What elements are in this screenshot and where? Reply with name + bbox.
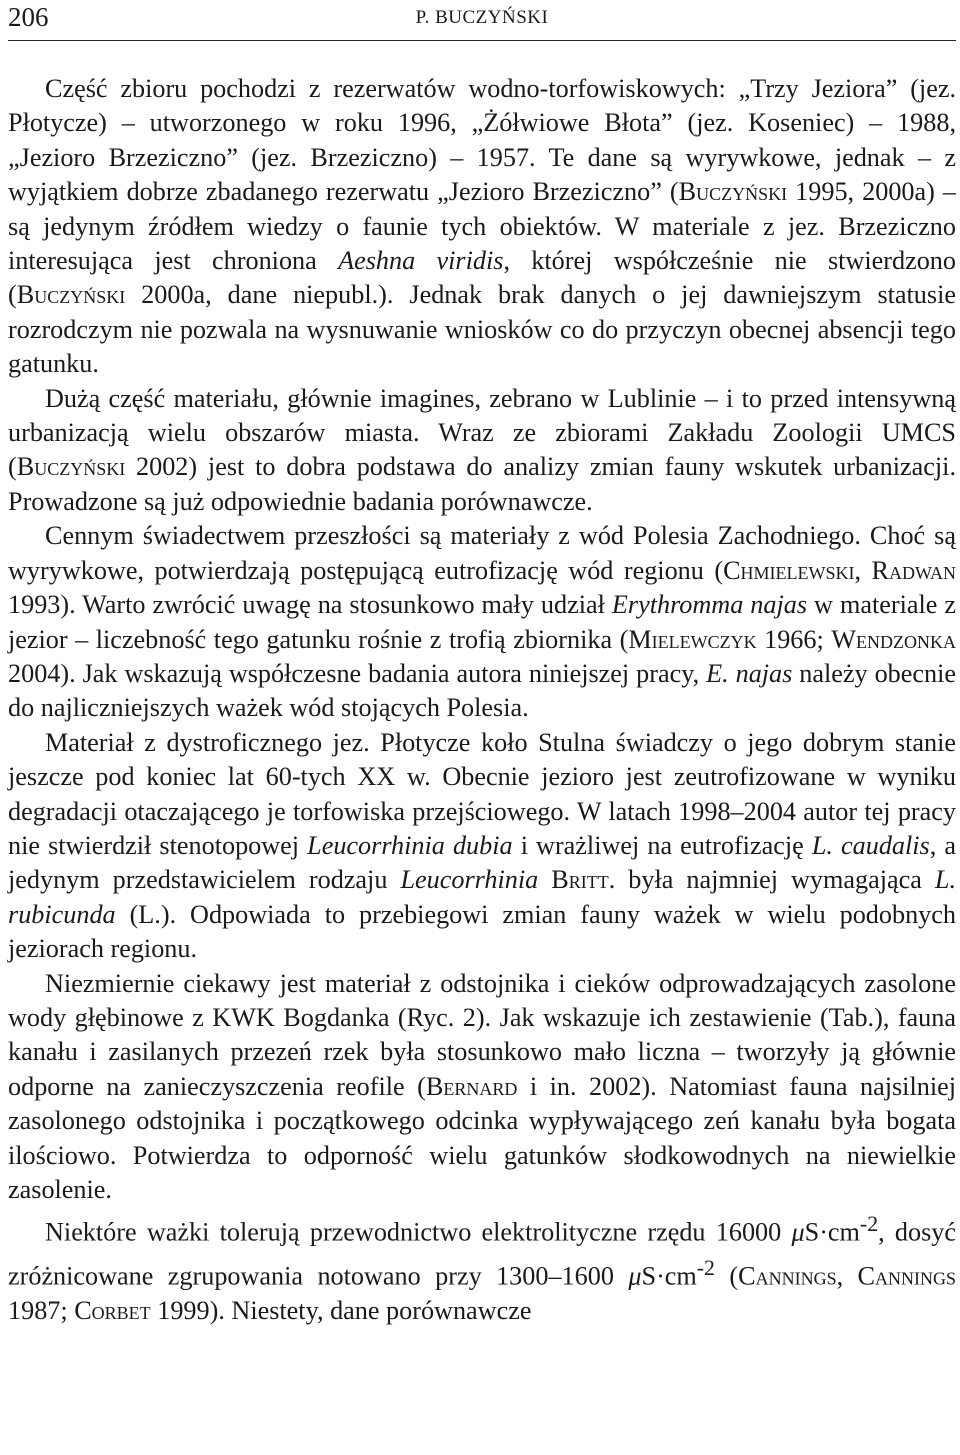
text-run: , a jedynym przedstawicielem rodzaju (8, 830, 956, 895)
paragraph (8, 967, 956, 1208)
text-run: ( (714, 1261, 739, 1291)
text-run: 2004). Jak wskazują współczesne badania autora niniejszej pracy, (8, 658, 707, 688)
paragraph (8, 519, 956, 725)
author-citation: Mielewczyk (628, 624, 757, 654)
author-citation: Buczyński (678, 177, 788, 207)
text-run: Materiał z dystroficznego jez. Płotycze koło Stulna świadczy o jego dobrym stanie jeszcze pod koniec lat 60-tych XX w. Obecnie jezioro jest zeutrofizowane w wyniku degradacji otaczającego je torfowiska przejściowego. W latach 1998–2004 autor tej pracy nie stwierdził stenotopowej (8, 727, 956, 860)
italic-text: Erythromma najas (611, 590, 808, 620)
text-run: 2002) jest to dobra podstawa do analizy zmian fauny wskutek urbanizacji. Prowadzone są już odpowiednie badania porównawcze. (8, 452, 956, 516)
author-citation: Corbet (74, 1295, 151, 1325)
author-citation: Buczyński (16, 452, 126, 482)
text-run: , dosyć zróżnicowane zgrupowania notowano przy 1300–1600 (8, 1218, 956, 1291)
superscript-text: -2 (859, 1212, 879, 1237)
text-run: Cennym świadectwem przeszłości są materiały z wód Polesia Zachodniego. Choć są wyrywkowe, potwierdzają postępującą eutrofizację wód regionu ( (8, 521, 956, 585)
italic-text: μ (791, 1218, 805, 1248)
text-run: 2000a, dane niepubl.). Jednak brak danych o jej dawniejszym statusie rozrodczym nie pozwala na wysnuwanie wniosków co do przyczyn obecnej absencji tego gatunku. (8, 280, 956, 379)
paragraph (8, 72, 956, 382)
paragraph (8, 1207, 956, 1328)
text-run: Niezmiernie ciekawy jest materiał z odstojnika i cieków odprowadzających zasolone wody głębinowe z KWK Bogdanka (Ryc. 2). Jak wskazuje ich zestawienie (Tab.), fauna kanału i zasilanych przezeń rzek była stosunkowo mało liczna – tworzyły ją głównie odporne na zanieczyszczenia reofile ( (8, 968, 956, 1101)
text-run: , (854, 555, 872, 585)
italic-text: Aeshna viridis (338, 246, 504, 276)
text-run: i in. 2002). Natomiast fauna najsilniej zasolonego odstojnika i początkowego odcinka wypływającego zeń kanału była bogata ilościowo. Potwierdza to odporność wielu gatunków słodkowodnych na niewielkie zasolenie. (8, 1071, 956, 1204)
author-citation: Cannings (738, 1261, 837, 1291)
superscript-text: -2 (696, 1255, 715, 1280)
italic-text: μ (628, 1261, 642, 1291)
author-citation: Chmielewski (723, 555, 855, 585)
text-run: i wrażliwej na eutrofizację (512, 830, 812, 860)
italic-text: Leucorrhinia (400, 865, 539, 895)
italic-text: E. najas (706, 658, 793, 688)
text-run: , której współcześnie nie stwierdzono ( (8, 246, 956, 310)
author-citation: Cannings (857, 1261, 956, 1291)
text-run: należy obecnie do najliczniejszych ważek wód stojących Polesia. (8, 658, 957, 723)
page (8, 0, 956, 1328)
text-run: 1999). Niestety, dane porównawcze (150, 1295, 532, 1325)
text-run: 1993). Warto zwrócić uwagę na stosunkowo mały udział (8, 590, 612, 620)
running-head-author: P. BUCZYŃSKI (415, 7, 549, 28)
text-run: , (836, 1261, 858, 1291)
text-run: w materiale z jezior – liczebność tego gatunku rośnie z trofią zbiornika ( (8, 590, 956, 654)
text-run: Część zbioru pochodzi z rezerwatów wodno-torfowiskowych: „Trzy Jeziora” (jez. Płotycze) – utworzonego w roku 1996, „Żółwiowe Błota” (jez. Koseniec) – 1988, „Jezioro Brzeziczno” (jez. Brzeziczno) – 1957. Te dane są wyrywkowe, jednak – z wyjątkiem dobrze zbadanego rezerwatu „Jezioro Brzeziczno” ( (8, 74, 956, 207)
text-run: 1987; (8, 1295, 75, 1325)
author-citation: Britt (551, 865, 609, 895)
text-run: S·cm (641, 1261, 697, 1291)
text-run: (L.). Odpowiada to przebiegowi zmian fauny ważek w wielu podobnych jeziorach regionu. (8, 899, 956, 964)
author-citation: Radwan (871, 555, 957, 585)
text-run: . była najmniej wymagająca (608, 865, 935, 895)
running-header (8, 0, 956, 41)
text-run: 1966; (756, 624, 832, 654)
paragraph (8, 382, 956, 520)
author-citation: Wendzonka (831, 624, 956, 654)
text-run: Dużą część materiału, głównie imagines, zebrano w Lublinie – i to przed intensywną urbanizacją wielu obszarów miasta. Wraz ze zbiorami Zakładu Zoologii UMCS ( (8, 383, 956, 482)
author-citation: Bernard (425, 1071, 518, 1101)
text-run: Niektóre ważki tolerują przewodnictwo elektrolityczne rzędu 16000 (45, 1218, 792, 1248)
italic-text: L. caudalis (811, 830, 930, 860)
page-number: 206 (8, 2, 49, 32)
italic-text: L. rubicunda (8, 865, 957, 929)
text-run: S·cm (804, 1218, 860, 1248)
text-run: 1995, 2000a) – są jedynym źródłem wiedzy o faunie tych obiektów. W materiale z jez. Brzeziczno interesująca jest chroniona (8, 177, 956, 276)
paragraph (8, 726, 956, 967)
text-run (538, 865, 551, 894)
italic-text: Leucorrhinia dubia (307, 830, 513, 860)
body-text (8, 72, 956, 1328)
author-citation: Buczyński (16, 280, 126, 310)
